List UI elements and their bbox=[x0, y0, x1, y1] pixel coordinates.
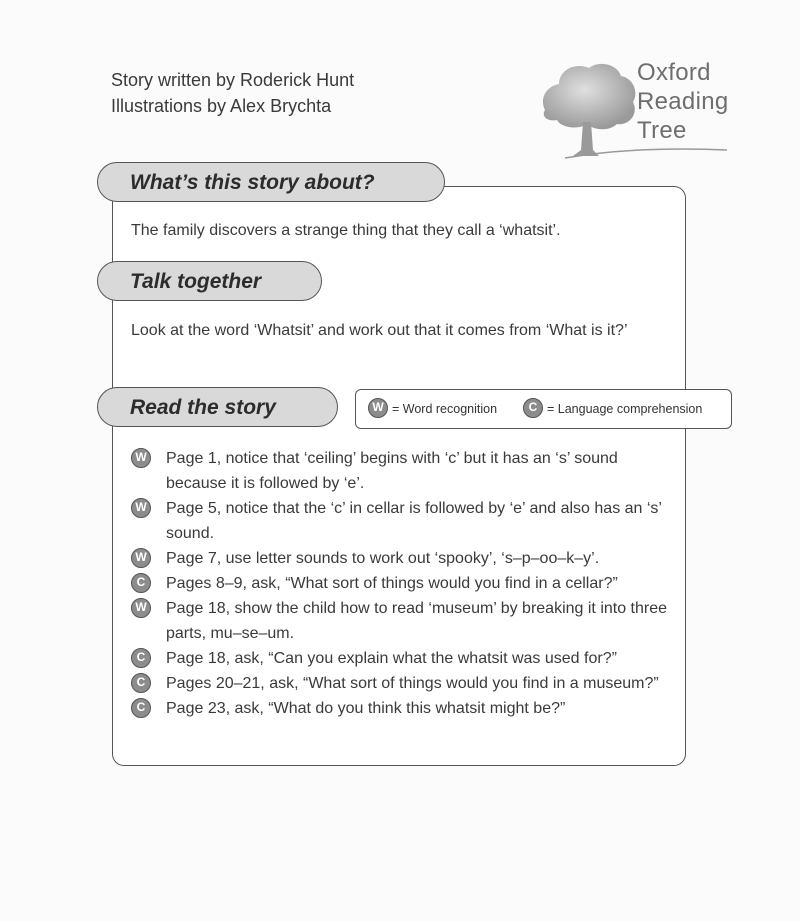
badge-key bbox=[355, 389, 732, 429]
heading-read-text: Read the story bbox=[130, 396, 276, 419]
heading-read bbox=[97, 387, 338, 427]
word-recognition-badge-icon: W bbox=[368, 398, 388, 418]
heading-about-text: What’s this story about? bbox=[130, 171, 375, 194]
credits bbox=[111, 67, 354, 119]
list-item bbox=[131, 646, 671, 671]
oxford-reading-tree-logo bbox=[535, 58, 735, 168]
story-prompts-list bbox=[131, 446, 671, 721]
logo-wordmark bbox=[637, 58, 729, 145]
list-item bbox=[131, 571, 671, 596]
list-item-text: Page 18, ask, “Can you explain what the whatsit was used for?” bbox=[166, 650, 617, 667]
badge-icon: W bbox=[131, 598, 151, 618]
talk-text: Look at the word ‘Whatsit’ and work out that it comes from ‘What is it?’ bbox=[131, 322, 628, 339]
badge-icon: C bbox=[131, 573, 151, 593]
logo-word-tree: Tree bbox=[637, 117, 687, 144]
list-item bbox=[131, 446, 671, 496]
list-item bbox=[131, 496, 671, 546]
list-item bbox=[131, 696, 671, 721]
list-item bbox=[131, 596, 671, 646]
list-item-text: Page 7, use letter sounds to work out ‘spooky’, ‘s–p–oo–k–y’. bbox=[166, 550, 600, 567]
language-comprehension-badge-icon: C bbox=[523, 398, 543, 418]
list-item-text: Pages 20–21, ask, “What sort of things would you find in a museum?” bbox=[166, 675, 659, 692]
logo-word-oxford: Oxford bbox=[637, 59, 711, 86]
badge-icon: C bbox=[131, 648, 151, 668]
illustrator-credit: Illustrations by Alex Brychta bbox=[111, 96, 332, 116]
list-item-text: Page 18, show the child how to read ‘museum’ by breaking it into three parts, mu–se–um. bbox=[166, 600, 668, 642]
about-text: The family discovers a strange thing that they call a ‘whatsit’. bbox=[131, 222, 561, 239]
heading-talk-text: Talk together bbox=[130, 270, 262, 293]
heading-about bbox=[97, 162, 445, 202]
list-item-text: Page 5, notice that the ‘c’ in cellar is followed by ‘e’ and also has an ‘s’ sound. bbox=[166, 500, 662, 542]
author-credit: Story written by Roderick Hunt bbox=[111, 70, 355, 90]
badge-icon: W bbox=[131, 548, 151, 568]
logo-word-reading: Reading bbox=[637, 88, 729, 115]
badge-icon: C bbox=[131, 698, 151, 718]
list-item-text: Page 1, notice that ‘ceiling’ begins with ‘c’ but it has an ‘s’ sound because it is followed by ‘e’. bbox=[166, 450, 618, 492]
list-item-text: Pages 8–9, ask, “What sort of things would you find in a cellar?” bbox=[166, 575, 618, 592]
badge-icon: W bbox=[131, 448, 151, 468]
language-comprehension-label: = Language comprehension bbox=[547, 402, 703, 416]
list-item bbox=[131, 546, 671, 571]
list-item bbox=[131, 671, 671, 696]
heading-talk bbox=[97, 261, 322, 301]
list-item-text: Page 23, ask, “What do you think this whatsit might be?” bbox=[166, 700, 566, 717]
badge-icon: W bbox=[131, 498, 151, 518]
word-recognition-label: = Word recognition bbox=[392, 402, 498, 416]
badge-icon: C bbox=[131, 673, 151, 693]
